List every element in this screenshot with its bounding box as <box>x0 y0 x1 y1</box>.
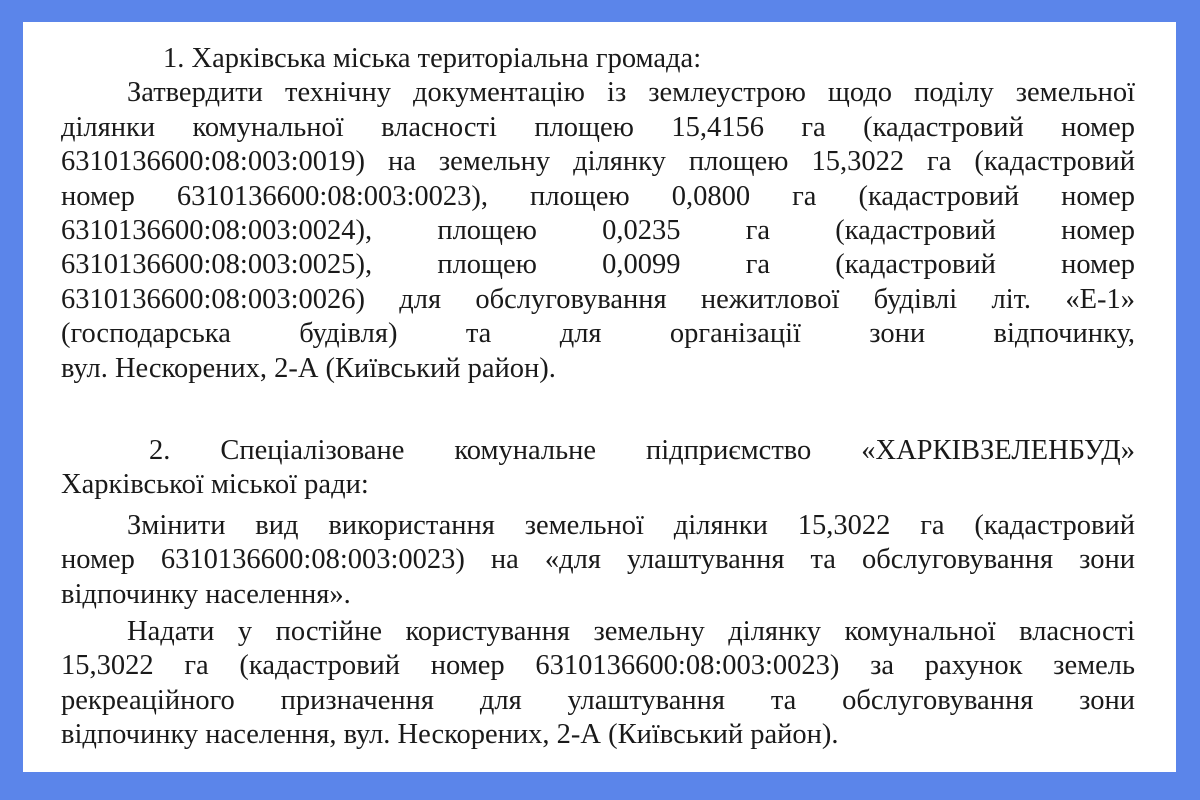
section-1-line: вул. Нескорених, 2-А (Київський район). <box>61 352 556 384</box>
section-2-heading: 2. Спеціалізоване комунальне підприємство «ХАРКІВЗЕЛЕНБУД» <box>149 435 1135 466</box>
section-1-line: 6310136600:08:003:0024), площею 0,0235 га (кадастровий номер <box>61 214 1135 246</box>
section-1-line: 6310136600:08:003:0025), площею 0,0099 га (кадастровий номер <box>61 249 1135 281</box>
section-1-line: 6310136600:08:003:0026) для обслуговування нежитлової будівлі літ. «Е-1» <box>61 283 1135 315</box>
section-2-line: відпочинку населення, вул. Нескорених, 2-А (Київський район). <box>61 719 839 751</box>
section-1-line: ділянки комунальної власності площею 15,4156 га (кадастровий номер <box>61 111 1135 143</box>
section-1-line: (господарська будівля) та для організації зони відпочинку, <box>61 318 1135 350</box>
section-2-line: Надати у постійне користування земельну ділянку комунальної власності <box>127 616 1135 647</box>
section-1 <box>61 42 1135 386</box>
document-page <box>23 22 1176 772</box>
section-2-paragraph-1 <box>61 509 1135 612</box>
section-1-line: номер 6310136600:08:003:0023), площею 0,0800 га (кадастровий номер <box>61 180 1135 212</box>
section-2-heading: Харківської міської ради: <box>61 469 369 501</box>
section-2-line: Змінити вид використання земельної ділянки 15,3022 га (кадастровий <box>127 510 1135 541</box>
section-2-line: 15,3022 га (кадастровий номер 6310136600:08:003:0023) за рахунок земель <box>61 650 1135 682</box>
section-2-line: рекреаційного призначення для улаштування та обслуговування зони <box>61 684 1135 716</box>
section-2 <box>61 434 1135 503</box>
section-1-line: 6310136600:08:003:0019) на земельну ділянку площею 15,3022 га (кадастровий <box>61 146 1135 178</box>
section-1-line: Затвердити технічну документацію із землеустрою щодо поділу земельної <box>127 77 1135 109</box>
section-2-line: відпочинку населення». <box>61 578 351 610</box>
section-1-heading: 1. Харківська міська територіальна громада: <box>163 43 702 74</box>
section-2-line: номер 6310136600:08:003:0023) на «для улаштування та обслуговування зони <box>61 544 1135 576</box>
section-2-paragraph-2 <box>61 615 1135 753</box>
